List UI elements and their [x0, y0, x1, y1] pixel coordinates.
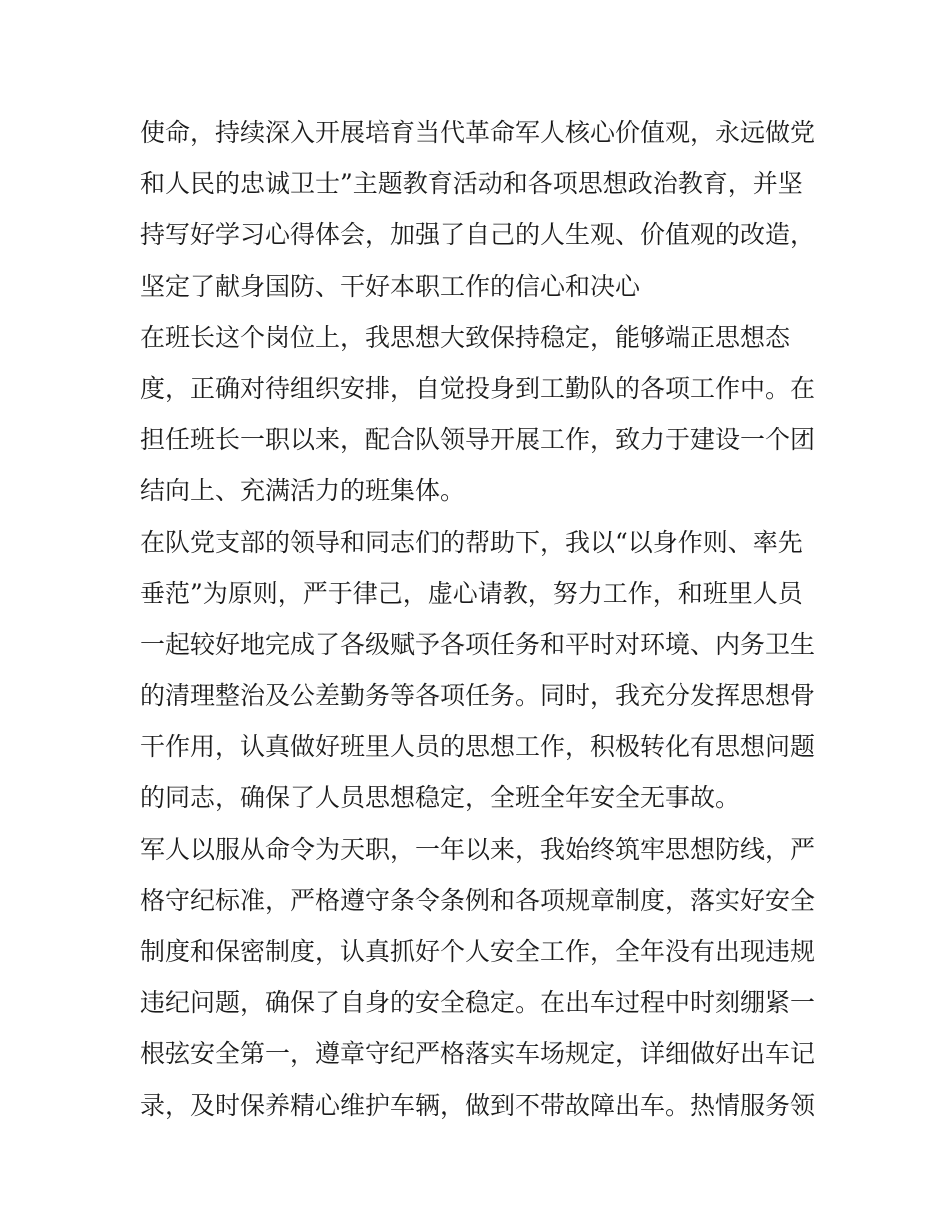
- text-line: 持写好学习心得体会，加强了自己的人生观、价值观的改造，: [140, 220, 816, 250]
- text-line: 一起较好地完成了各级赋予各项任务和平时对环境、内务卫生: [140, 629, 816, 659]
- text-line: 垂范”为原则，严于律己，虚心请教，努力工作，和班里人员: [140, 578, 803, 608]
- text-line: 和人民的忠诚卫士”主题教育活动和各项思想政治教育，并坚: [140, 169, 803, 199]
- text-line: 录，及时保养精心维护车辆，做到不带故障出车。热情服务领: [140, 1090, 816, 1120]
- text-line: 度，正确对待组织安排，自觉投身到工勤队的各项工作中。在: [140, 373, 816, 403]
- document-body: [140, 107, 820, 1131]
- text-line: 格守纪标准，严格遵守条令条例和各项规章制度，落实好安全: [140, 885, 816, 915]
- text-line: 干作用，认真做好班里人员的思想工作，积极转化有思想问题: [140, 732, 816, 762]
- text-line: 的清理整治及公差勤务等各项任务。同时，我充分发挥思想骨: [140, 681, 816, 711]
- text-line: 制度和保密制度，认真抓好个人安全工作，全年没有出现违规: [140, 937, 816, 966]
- text-line: 在班长这个岗位上，我思想大致保持稳定，能够端正思想态: [140, 322, 791, 352]
- text-line: 结向上、充满活力的班集体。: [140, 476, 466, 506]
- text-line: 违纪问题，确保了自身的安全稳定。在出车过程中时刻绷紧一: [140, 988, 816, 1018]
- text-line: 在队党支部的领导和同志们的帮助下，我以“以身作则、率先: [140, 527, 803, 557]
- text-line: 使命，持续深入开展培育当代革命军人核心价值观，永远做党: [140, 118, 816, 147]
- text-line: 根弦安全第一，遵章守纪严格落实车场规定，详细做好出车记: [140, 1039, 816, 1069]
- text-line: 军人以服从命令为天职，一年以来，我始终筑牢思想防线，严: [140, 834, 816, 864]
- text-line: 坚定了献身国防、干好本职工作的信心和决心: [140, 271, 641, 301]
- text-line: 担任班长一职以来，配合队领导开展工作，致力于建设一个团: [140, 425, 816, 455]
- text-line: 的同志，确保了人员思想稳定，全班全年安全无事故。: [140, 783, 741, 813]
